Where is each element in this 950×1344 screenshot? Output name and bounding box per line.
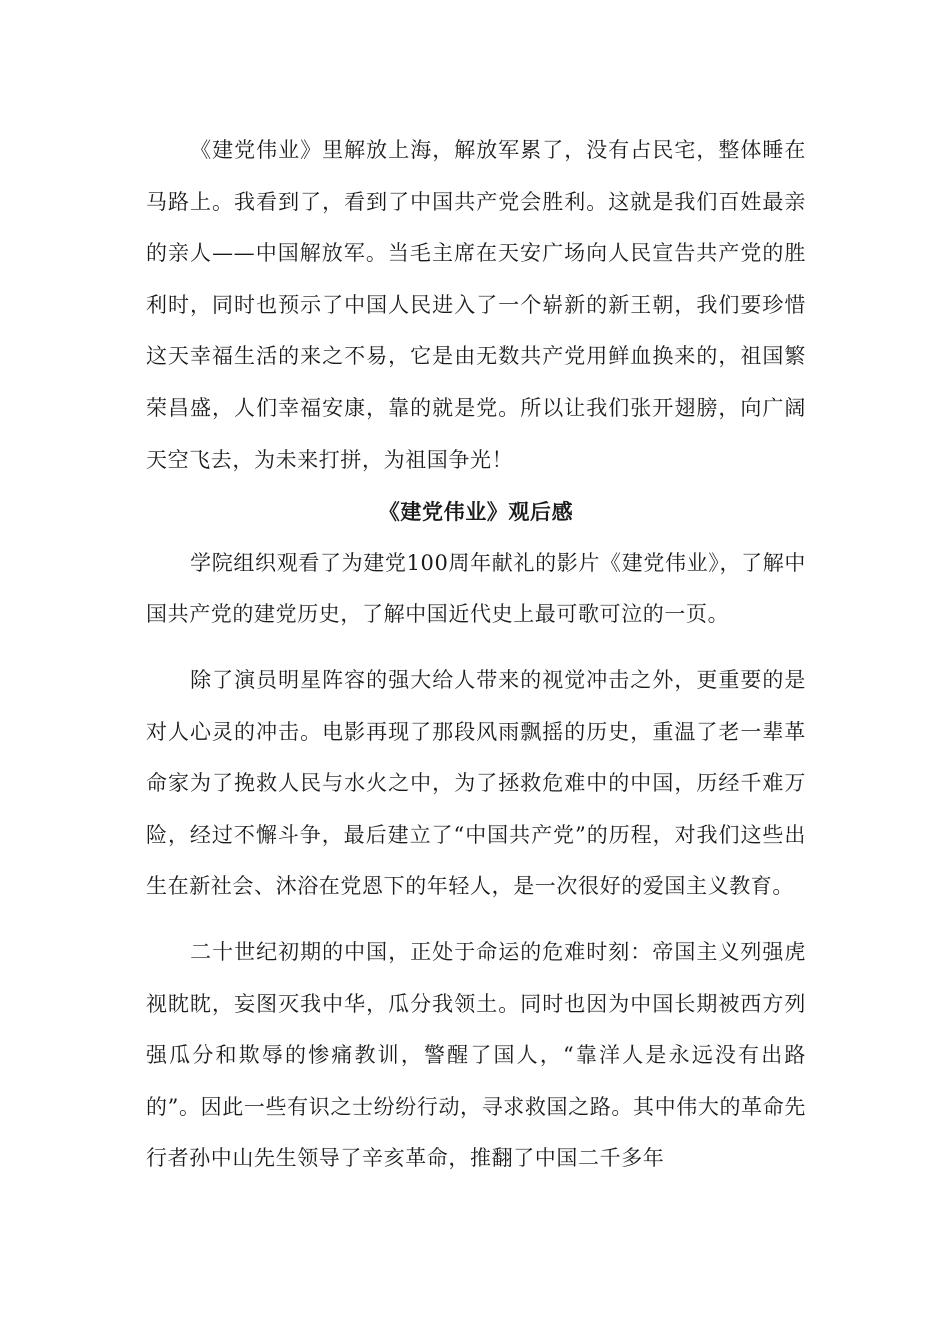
- section-title: 《建党伟业》观后感: [378, 499, 574, 525]
- paragraph-intro: 《建党伟业》里解放上海，解放军累了，没有占民宅，整体睡在马路上。我看到了，看到了中国共产党会胜利。这就是我们百姓最亲的亲人——中国解放军。当毛主席在天安广场向人民宣告共产党的胜利时，同时也预示了中国人民进入了一个崭新的新王朝，我们要珍惜这天幸福生活的来之不易，它是由无数共产党用鲜血换来的，祖国繁荣昌盛，人们幸福安康，靠的就是党。所以让我们张开翅膀，向广阔天空飞去，为未来打拼，为祖国争光！: [146, 138, 806, 472]
- paragraph-1: 学院组织观看了为建党100周年献礼的影片《建党伟业》，了解中国共产党的建党历史，了解中国近代史上最可歌可泣的一页。: [146, 550, 806, 627]
- paragraph-gap: [146, 641, 806, 655]
- paragraph-3: 二十世纪初期的中国，正处于命运的危难时刻：帝国主义列强虎视眈眈，妄图灭我中华，瓜分我领土。同时也因为中国长期被西方列强瓜分和欺辱的惨痛教训，警醒了国人，“靠洋人是永远没有出路的”。因此一些有识之士纷纷行动，寻求救国之路。其中伟大的革命先行者孙中山先生领导了辛亥革命，推翻了中国二千多年: [146, 939, 806, 1171]
- paragraph-2: 除了演员明星阵容的强大给人带来的视觉冲击之外，更重要的是对人心灵的冲击。电影再现了那段风雨飘摇的历史，重温了老一辈革命家为了挽救人民与水火之中，为了拯救危难中的中国，历经千难万险，经过不懈斗争，最后建立了“中国共产党”的历程，对我们这些出生在新社会、沐浴在党恩下的年轻人，是一次很好的爱国主义教育。: [146, 667, 806, 899]
- document-page: [146, 125, 806, 1185]
- paragraph-gap: [146, 913, 806, 927]
